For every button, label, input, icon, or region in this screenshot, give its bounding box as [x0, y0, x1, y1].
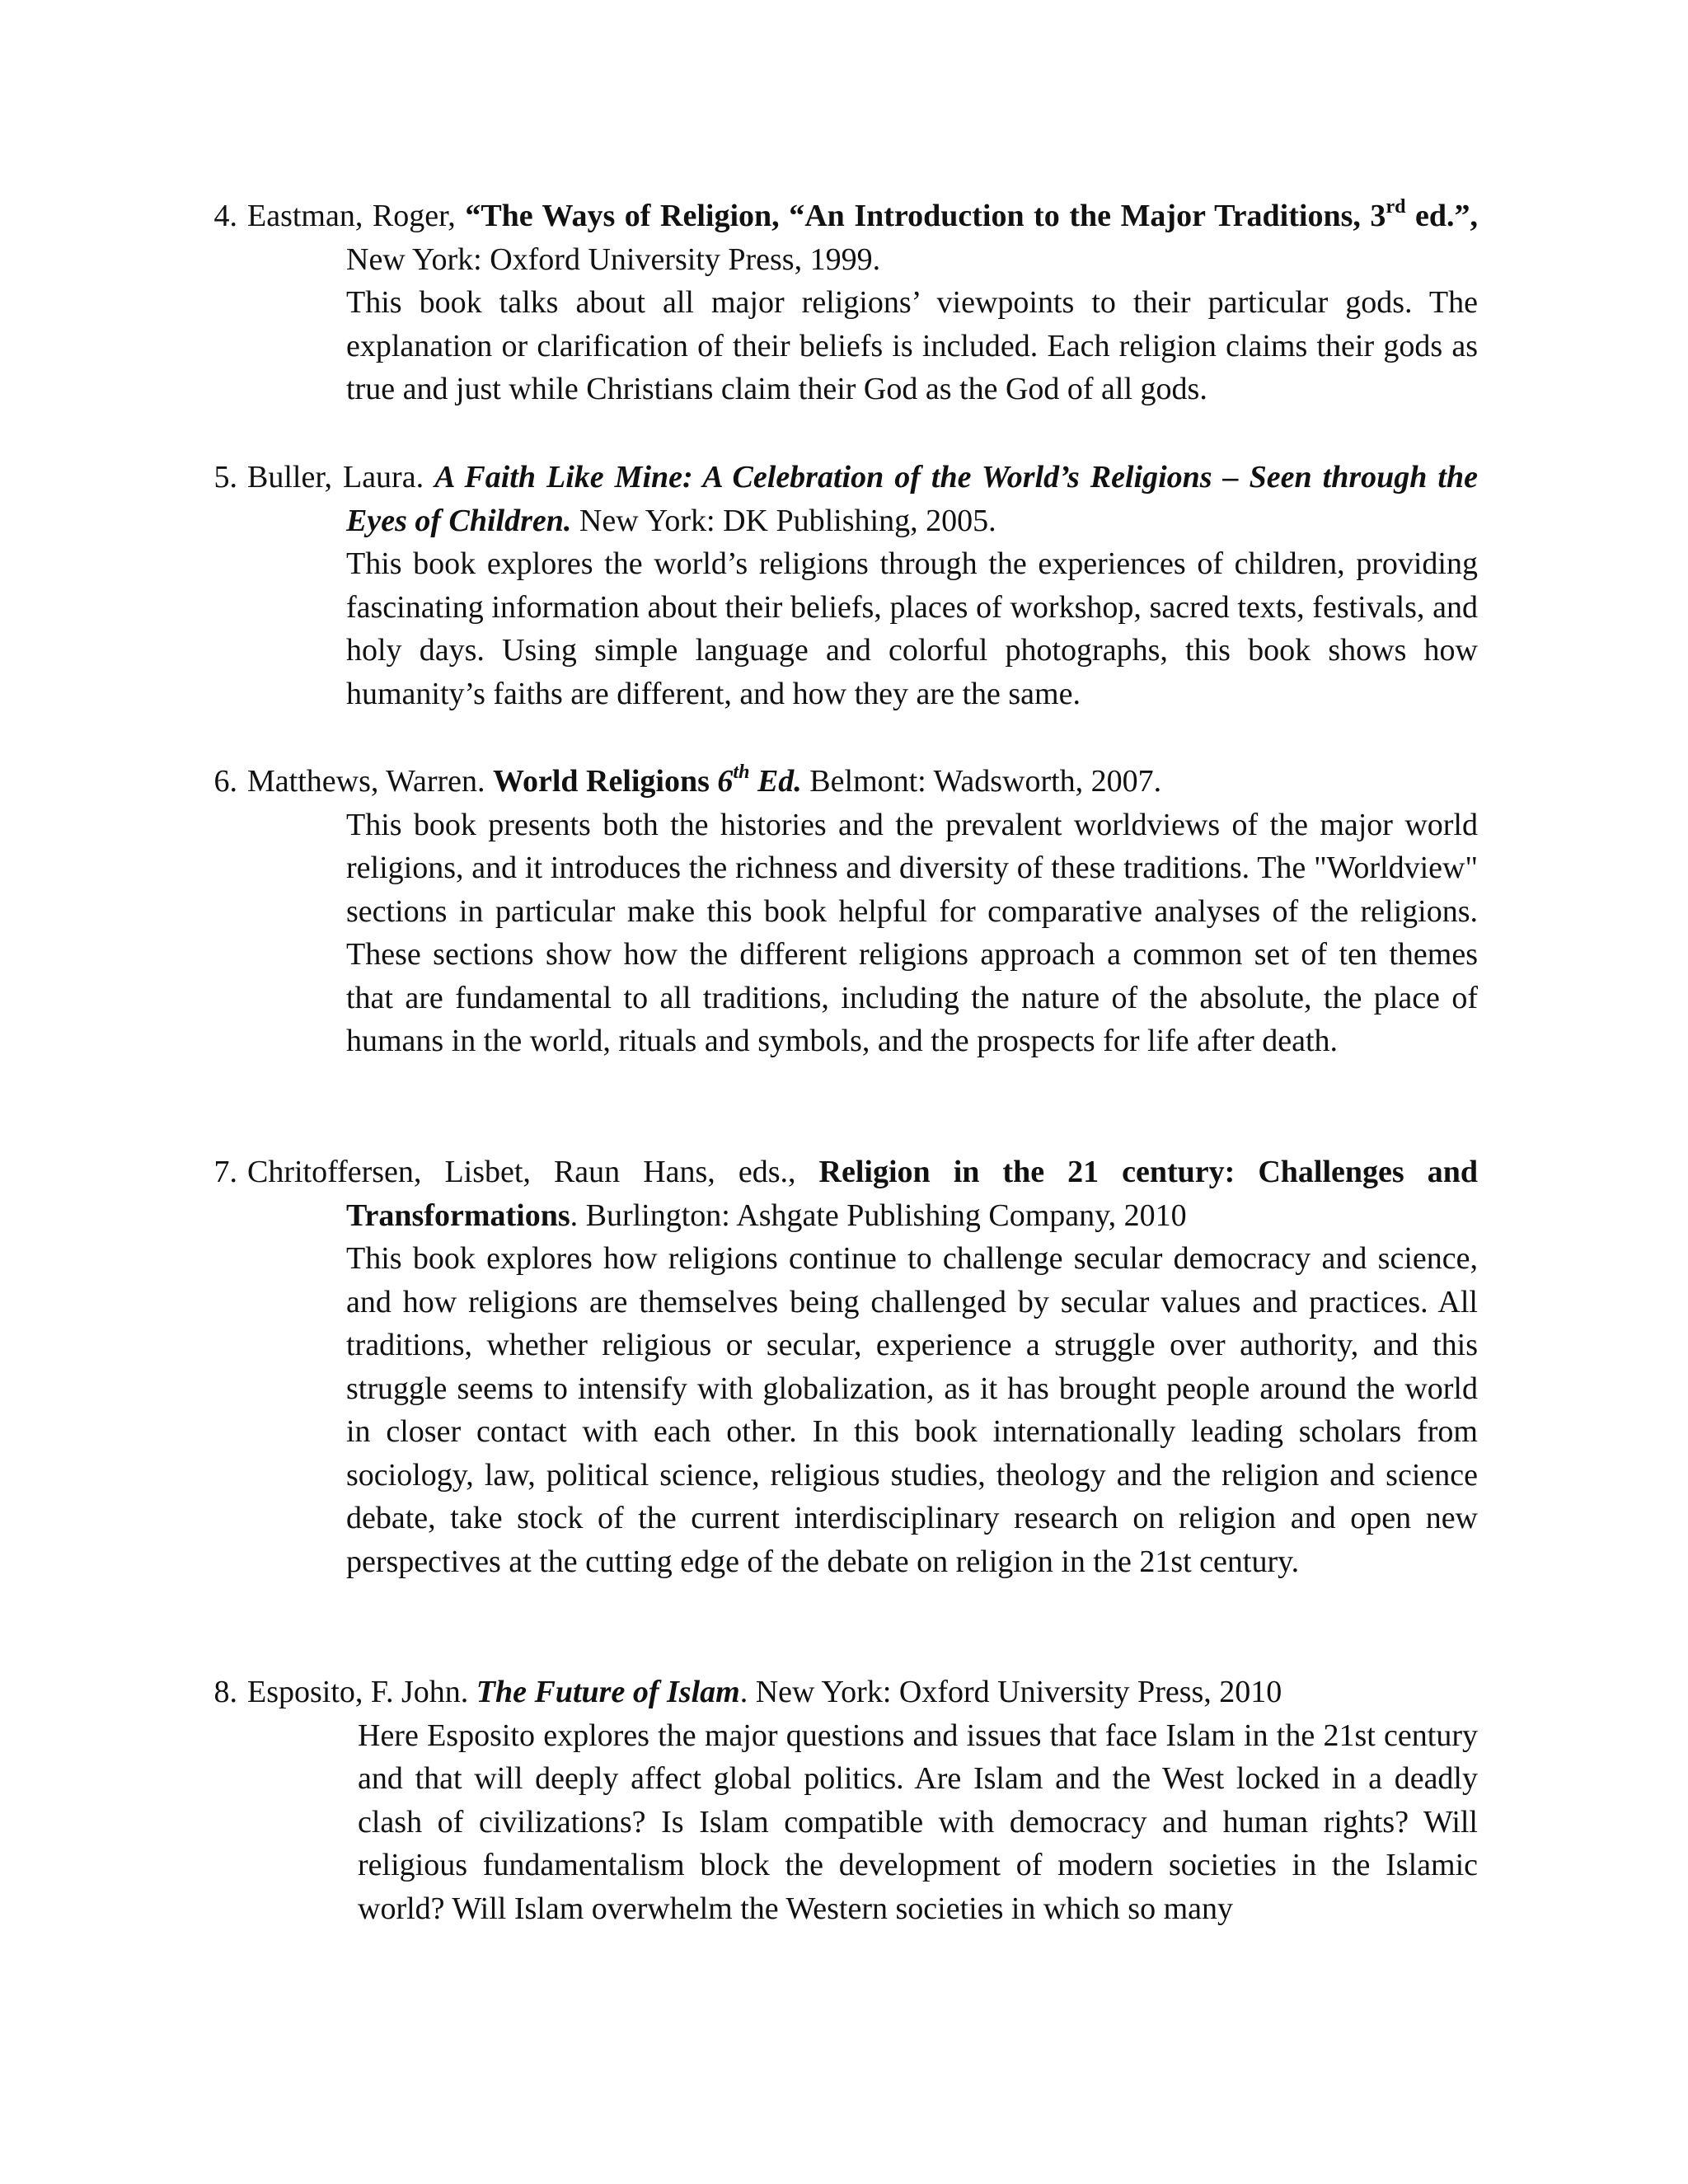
- entry-publication: . New York: Oxford University Press, 2010: [739, 1675, 1282, 1709]
- entry-title-end: ed.”,: [1405, 199, 1478, 233]
- entry-title-edition-number: 6: [717, 764, 734, 799]
- entry-annotation: This book explores the world’s religions through the experiences of children, providing fascinating information about their beliefs, places of workshop, sacred texts, festivals, and holy days. Using simple language and colorful photographs, this book shows how humanity’s faiths are different, and how they are the same.: [346, 546, 1478, 711]
- entry-title-main: “The Ways of Religion, “An Introduction to the Major Traditions, 3: [465, 199, 1386, 233]
- entry-annotation: This book presents both the histories and the prevalent worldviews of the major world religions, and it introduces the richness and diversity of these traditions. The "Worldview" sections in particular make this book helpful for comparative analyses of the religions. These sections show how the different religions approach a common set of ten themes that are fundamental to all traditions, including the nature of the absolute, the place of humans in the world, rituals and symbols, and the prospects for life after death.: [346, 807, 1478, 1058]
- entry-number: 4.: [213, 199, 237, 233]
- bibliography-entry: [0, 1671, 1688, 1930]
- entry-title-main: World Religions: [493, 764, 718, 799]
- entry-annotation: Here Esposito explores the major questions and issues that face Islam in the 21st century and that will deeply affect global politics. Are Islam and the West locked in a deadly clash of civilizations? Is Islam compatible with democracy and human rights? Will religious fundamentalism block the development of modern societies in the Islamic world? Will Islam overwhelm the Western societies in which so many: [358, 1718, 1478, 1926]
- entry-annotation: This book talks about all major religions’ viewpoints to their particular gods. The explanation or clarification of their beliefs is included. Each religion claims their gods as true and just while Christians claim their God as the God of all gods.: [346, 285, 1478, 406]
- entry-publication: New York: Oxford University Press, 1999.: [346, 241, 881, 277]
- entry-publication: . Burlington: Ashgate Publishing Company, 2010: [570, 1197, 1187, 1233]
- entry-author: Chritoffersen, Lisbet, Raun Hans, eds.,: [247, 1155, 819, 1189]
- entry-author: Eastman, Roger,: [247, 199, 466, 233]
- entry-citation: [247, 1671, 1478, 1714]
- entry-title-end: Ed.: [749, 764, 802, 799]
- entry-title-superscript: rd: [1386, 196, 1406, 218]
- entry-annotation: This book explores how religions continue to challenge secular democracy and science, and how religions are themselves being challenged by secular values and practices. All traditions, whether religious or secular, experience a struggle over authority, and this struggle seems to intensify with globalization, as it has brought people around the world in closer contact with each other. In this book internationally leading scholars from sociology, law, political science, religious studies, theology and the religion and science debate, take stock of the current interdisciplinary research on religion and open new perspectives at the cutting edge of the debate on religion in the 21st century.: [346, 1241, 1478, 1579]
- entry-number: 6.: [213, 764, 237, 799]
- entry-author: Esposito, F. John.: [247, 1675, 476, 1709]
- entry-author: Matthews, Warren.: [247, 764, 494, 799]
- entry-title: A Faith Like Mine: A Celebration of the World’s Religions – Seen through the Eyes of Children.: [346, 460, 1478, 538]
- entry-author: Buller, Laura.: [247, 460, 435, 494]
- entry-citation: [247, 456, 1478, 542]
- entry-title-edition: [717, 764, 801, 799]
- entry-publication: New York: DK Publishing, 2005.: [571, 503, 996, 538]
- entry-title: [465, 196, 1478, 233]
- entry-title-superscript: th: [733, 762, 750, 783]
- entry-number: 8.: [213, 1675, 237, 1709]
- entry-title: Religion in the 21 century: Challenges and Transformations: [346, 1155, 1479, 1233]
- bibliography-entry: [0, 456, 1688, 715]
- entry-citation: [247, 1151, 1479, 1237]
- entry-number: 5.: [213, 460, 237, 494]
- bibliography-entry: [0, 760, 1688, 1063]
- entry-citation: [247, 194, 1478, 281]
- bibliography-entry: [0, 194, 1688, 411]
- entry-number: 7.: [213, 1155, 237, 1189]
- entry-publication: Belmont: Wadsworth, 2007.: [801, 764, 1162, 799]
- entry-citation: [247, 760, 1478, 804]
- bibliography-entry: [0, 1151, 1688, 1583]
- entry-title: The Future of Islam: [476, 1675, 740, 1709]
